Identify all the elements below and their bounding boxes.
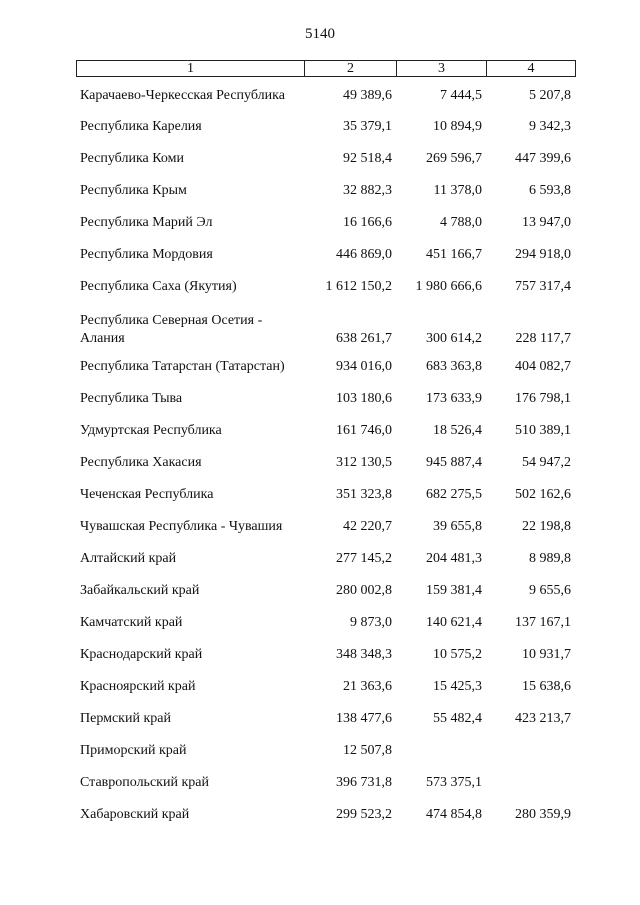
value-col-4: 176 798,1 bbox=[515, 391, 571, 406]
region-name: Удмуртская Республика bbox=[80, 423, 222, 438]
value-col-3: 204 481,3 bbox=[426, 551, 482, 566]
value-col-2: 103 180,6 bbox=[336, 391, 392, 406]
value-col-4: 9 342,3 bbox=[529, 119, 571, 134]
value-col-3: 269 596,7 bbox=[426, 151, 482, 166]
table-row bbox=[76, 518, 576, 536]
data-table bbox=[76, 60, 576, 822]
value-col-2: 16 166,6 bbox=[343, 215, 392, 230]
table-row bbox=[76, 454, 576, 472]
table-row bbox=[76, 614, 576, 632]
value-col-2: 934 016,0 bbox=[336, 359, 392, 374]
table-row bbox=[76, 806, 576, 824]
value-col-3: 39 655,8 bbox=[433, 519, 482, 534]
value-col-3: 683 363,8 bbox=[426, 359, 482, 374]
value-col-2: 396 731,8 bbox=[336, 775, 392, 790]
value-col-2: 277 145,2 bbox=[336, 551, 392, 566]
value-col-2: 42 220,7 bbox=[343, 519, 392, 534]
region-name: Республика Татарстан (Татарстан) bbox=[80, 359, 285, 374]
value-col-2: 312 130,5 bbox=[336, 455, 392, 470]
value-col-2: 49 389,6 bbox=[343, 88, 392, 103]
table-row bbox=[76, 118, 576, 136]
region-name: Республика Хакасия bbox=[80, 455, 202, 470]
region-name: Пермский край bbox=[80, 711, 171, 726]
value-col-4: 5 207,8 bbox=[529, 88, 571, 103]
region-name: Республика Марий Эл bbox=[80, 215, 213, 230]
value-col-4: 13 947,0 bbox=[522, 215, 571, 230]
region-name: Забайкальский край bbox=[80, 583, 200, 598]
value-col-2: 351 323,8 bbox=[336, 487, 392, 502]
region-name: Красноярский край bbox=[80, 679, 196, 694]
table-row bbox=[76, 278, 576, 296]
value-col-4: 447 399,6 bbox=[515, 151, 571, 166]
value-col-3: 573 375,1 bbox=[426, 775, 482, 790]
page-number: 5140 bbox=[305, 26, 335, 42]
region-name: Ставропольский край bbox=[80, 775, 209, 790]
region-name: Камчатский край bbox=[80, 615, 183, 630]
table-row bbox=[76, 358, 576, 376]
table-row bbox=[76, 742, 576, 760]
table-row bbox=[76, 710, 576, 728]
value-col-4: 6 593,8 bbox=[529, 183, 571, 198]
value-col-4: 294 918,0 bbox=[515, 247, 571, 262]
column-header-2: 2 bbox=[304, 61, 396, 76]
value-col-3: 1 980 666,6 bbox=[415, 279, 482, 294]
value-col-4: 137 167,1 bbox=[515, 615, 571, 630]
value-col-3: 15 425,3 bbox=[433, 679, 482, 694]
region-name: Республика Северная Осетия - Алания bbox=[80, 313, 263, 346]
value-col-2: 92 518,4 bbox=[343, 151, 392, 166]
table-row bbox=[76, 582, 576, 600]
region-name: Республика Крым bbox=[80, 183, 187, 198]
value-col-3: 7 444,5 bbox=[440, 88, 482, 103]
value-col-2: 12 507,8 bbox=[343, 743, 392, 758]
value-col-3: 173 633,9 bbox=[426, 391, 482, 406]
value-col-4: 510 389,1 bbox=[515, 423, 571, 438]
region-name: Приморский край bbox=[80, 743, 187, 758]
value-col-3: 159 381,4 bbox=[426, 583, 482, 598]
value-col-2: 9 873,0 bbox=[350, 615, 392, 630]
value-col-3: 474 854,8 bbox=[426, 807, 482, 822]
value-col-2: 348 348,3 bbox=[336, 647, 392, 662]
value-col-3: 11 378,0 bbox=[433, 183, 482, 198]
region-name: Чеченская Республика bbox=[80, 487, 214, 502]
table-row bbox=[76, 646, 576, 664]
value-col-4: 404 082,7 bbox=[515, 359, 571, 374]
table-row bbox=[76, 678, 576, 696]
region-name: Республика Коми bbox=[80, 151, 184, 166]
value-col-3: 451 166,7 bbox=[426, 247, 482, 262]
value-col-2: 138 477,6 bbox=[336, 711, 392, 726]
table-row bbox=[76, 87, 576, 105]
table-row bbox=[76, 774, 576, 792]
table-row bbox=[76, 150, 576, 168]
value-col-4: 8 989,8 bbox=[529, 551, 571, 566]
value-col-4: 54 947,2 bbox=[522, 455, 571, 470]
value-col-3: 945 887,4 bbox=[426, 455, 482, 470]
value-col-2: 21 363,6 bbox=[343, 679, 392, 694]
value-col-3: 10 894,9 bbox=[433, 119, 482, 134]
value-col-3: 300 614,2 bbox=[426, 331, 482, 346]
column-header-4: 4 bbox=[486, 61, 575, 76]
value-col-4: 9 655,6 bbox=[529, 583, 571, 598]
value-col-4: 280 359,9 bbox=[515, 807, 571, 822]
table-row bbox=[76, 390, 576, 408]
region-name: Республика Саха (Якутия) bbox=[80, 279, 237, 294]
value-col-4: 423 213,7 bbox=[515, 711, 571, 726]
table-header-row bbox=[76, 60, 576, 77]
value-col-4: 757 317,4 bbox=[515, 279, 571, 294]
value-col-4: 228 117,7 bbox=[515, 331, 571, 346]
value-col-2: 280 002,8 bbox=[336, 583, 392, 598]
value-col-3: 682 275,5 bbox=[426, 487, 482, 502]
value-col-2: 299 523,2 bbox=[336, 807, 392, 822]
value-col-2: 35 379,1 bbox=[343, 119, 392, 134]
table-row bbox=[76, 182, 576, 200]
column-header-3: 3 bbox=[396, 61, 486, 76]
value-col-2: 32 882,3 bbox=[343, 183, 392, 198]
region-name: Республика Мордовия bbox=[80, 247, 213, 262]
table-row bbox=[76, 422, 576, 440]
region-name: Республика Тыва bbox=[80, 391, 183, 406]
value-col-2: 638 261,7 bbox=[336, 331, 392, 346]
value-col-2: 1 612 150,2 bbox=[325, 279, 392, 294]
value-col-4: 502 162,6 bbox=[515, 487, 571, 502]
region-name: Карачаево-Черкесская Республика bbox=[80, 88, 285, 103]
value-col-2: 161 746,0 bbox=[336, 423, 392, 438]
table-row bbox=[76, 486, 576, 504]
value-col-3: 18 526,4 bbox=[433, 423, 482, 438]
value-col-3: 4 788,0 bbox=[440, 215, 482, 230]
region-name: Алтайский край bbox=[80, 551, 177, 566]
table-row bbox=[76, 550, 576, 568]
value-col-3: 140 621,4 bbox=[426, 615, 482, 630]
region-name: Республика Карелия bbox=[80, 119, 202, 134]
value-col-2: 446 869,0 bbox=[336, 247, 392, 262]
column-header-1: 1 bbox=[187, 61, 194, 76]
value-col-4: 10 931,7 bbox=[522, 647, 571, 662]
table-row bbox=[76, 246, 576, 264]
value-col-3: 55 482,4 bbox=[433, 711, 482, 726]
table-row bbox=[76, 214, 576, 232]
value-col-4: 22 198,8 bbox=[522, 519, 571, 534]
region-name: Краснодарский край bbox=[80, 647, 203, 662]
table-row bbox=[76, 312, 576, 348]
value-col-3: 10 575,2 bbox=[433, 647, 482, 662]
value-col-4: 15 638,6 bbox=[522, 679, 571, 694]
region-name: Хабаровский край bbox=[80, 807, 190, 822]
region-name: Чувашская Республика - Чувашия bbox=[80, 519, 283, 534]
